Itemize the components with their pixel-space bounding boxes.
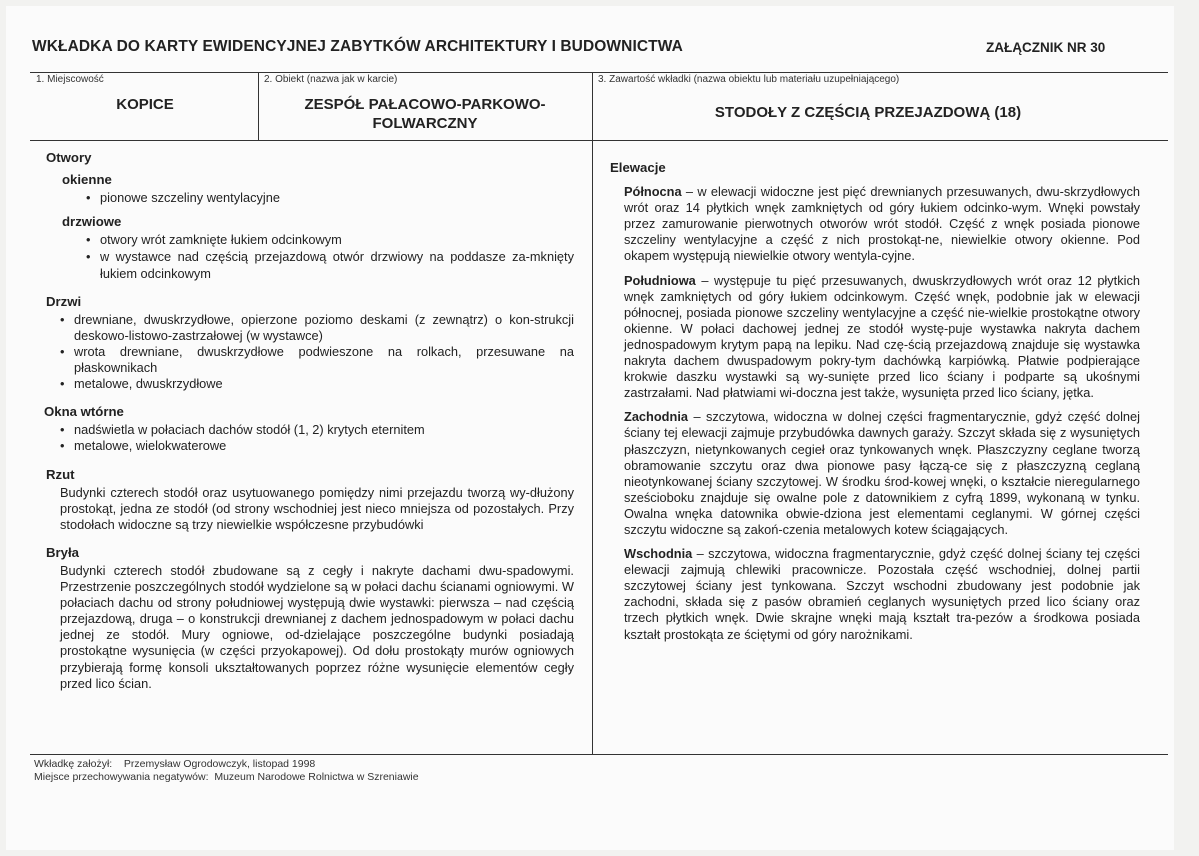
footer-storage: Miejsce przechowywania negatywów: Muzeum Narodowe Rolnictwa w Szreniawie <box>34 771 419 783</box>
okna-heading: Okna wtórne <box>44 404 124 420</box>
elevation-south-title: Południowa <box>624 272 696 288</box>
drzwi-list <box>34 312 574 392</box>
header-bottom-rule <box>30 140 1168 141</box>
list-item: • metalowe, dwuskrzydłowe <box>74 376 574 392</box>
content-value: STODOŁY Z CZĘŚCIĄ PRZEJAZDOWĄ (18) <box>714 104 1022 121</box>
drzwiowe-heading: drzwiowe <box>62 214 122 230</box>
elevation-east-title: Wschodnia <box>624 546 693 562</box>
elevation-south-text: – występuje tu pięć przesuwanych, dwuskrzydłowych wrót oraz 12 płytkich wnęk zamkniętych od góry łukiem odcinkowym. Część wnęk, podobnie jak w elewacji północnej, posiada pionowe szczeliny wentylacyjne a część nie-wielkie prostokątne otwory okienne. W połaci dachowej jednej ze stodół wystę-puje wystawka nakryta dachem jednospadowym krytym papą na lepiku. Nad czę-ścią przejazdową znajduje się wystawka nakryta dachem dwuspadowym pokry-tym dachówką karpiówką. Płatwie podpierające krokwie daszku wystawki są wy-sunięte przed lico ściany i podparte są ukośnymi zastrzałami. Nad płatwiami wi-doczna jest także, wysunięta przed lico ściany, jętka. <box>624 272 1140 401</box>
bryla-text: Budynki czterech stodół zbudowane są z cegły i nakryte dachami dwu-spadowymi. Przestrzenie poszczególnych stodół wydzielone są w połaci dachu ścianami ogniowymi. W połaciach dachu od strony południowej występują dwie wystawki: pierwsza – nad częścią przejazdową, druga – o konstrukcji drewnianej z dachem jednospadowym w połaci dachu jednej ze stodół. Mury ogniowe, od-dzielające poszczególne budynki posiadają prostokątne wysunięcia (w części przyokapowej). Od dołu prostokąty murów ogniowych przybierają formę konsoli ukształtowanych poprzez różne wysunięcie elementów cegły przed lico ścian. <box>60 562 574 691</box>
rzut-heading: Rzut <box>46 466 75 482</box>
object-value <box>264 95 586 133</box>
elevation-north <box>624 184 1140 264</box>
elevation-west-title: Zachodnia <box>624 409 688 425</box>
drzwi-heading: Drzwi <box>46 293 82 309</box>
header-top-rule <box>30 72 1168 73</box>
elewacje-heading: Elewacje <box>610 160 666 175</box>
right-column <box>610 160 1140 651</box>
left-column <box>46 150 574 692</box>
bryla-heading: Bryła <box>46 544 79 560</box>
divider-1 <box>258 72 259 141</box>
list-item: • wrota drewniane, dwuskrzydłowe podwieszone na rolkach, przesuwane na płaskownikach <box>74 344 574 376</box>
okna-list <box>34 422 574 454</box>
okienne-list <box>46 190 574 206</box>
rzut-text: Budynki czterech stodół oraz usytuowanego pomiędzy nimi przejazdu tworzą wy-dłużony prostokąt, jedna ze stodół (od strony wschodniej jest nieco mniejsza od pozostałych. Przy stodołach widoczne są trzy niewielkie współczesne przybudówki <box>60 484 574 532</box>
document-title: WKŁADKA DO KARTY EWIDENCYJNEJ ZABYTKÓW ARCHITEKTURY I BUDOWNICTWA <box>32 38 683 55</box>
object-value-line2: FOLWARCZNY <box>372 115 478 132</box>
list-item: • nadświetla w połaciach dachów stodół (1, 2) krytych eternitem <box>74 422 574 438</box>
object-value-line1: ZESPÓŁ PAŁACOWO-PARKOWO- <box>304 96 546 113</box>
elevation-north-title: Północna <box>624 184 682 200</box>
list-item: • otwory wrót zamknięte łukiem odcinkowym <box>100 232 574 248</box>
elevation-west <box>624 409 1140 538</box>
elevation-east <box>624 546 1140 643</box>
divider-2 <box>592 72 593 754</box>
locality-value: KOPICE <box>116 96 174 113</box>
footer-author: Wkładkę założył: Przemysław Ogrodowczyk, listopad 1998 <box>34 758 316 770</box>
drzwiowe-list <box>46 232 574 281</box>
content-label: 3. Zawartość wkładki (nazwa obiektu lub materiału uzupełniającego) <box>598 74 900 85</box>
list-item: • metalowe, wielokwaterowe <box>74 438 574 454</box>
elevation-south <box>624 273 1140 402</box>
annex-number: ZAŁĄCZNIK NR 30 <box>986 40 1106 55</box>
list-item: • pionowe szczeliny wentylacyjne <box>100 190 574 206</box>
list-item: • w wystawce nad częścią przejazdową otwór drzwiowy na poddasze za-mknięty łukiem odcinkowym <box>100 249 574 281</box>
okienne-heading: okienne <box>62 172 112 188</box>
footer-rule <box>30 754 1168 755</box>
locality-label: 1. Miejscowość <box>36 74 104 85</box>
object-label: 2. Obiekt (nazwa jak w karcie) <box>264 74 398 85</box>
elevation-east-text: – szczytowa, widoczna fragmentarycznie, gdyż część dolnej ściany tej części elewacji zajmują chlewiki pracownicze. Pozostała część wschodniej, dolnej partii szczytowej ściany jest tynkowana. Szczyt wschodni zbudowany jest podobnie jak zachodni, składa się z pasów obramień ceglanych wysuniętych przed lico ściany oraz trzech płytkich wnęk. Dwie skrajne wnęki mają kształt tra-pezów a środkowa posiada kształt prostokąta ze ściętymi od góry narożnikami. <box>624 546 1140 642</box>
elevation-west-text: – szczytowa, widoczna w dolnej części fragmentarycznie, gdyż część dolnej ściany tej elewacji zajmuje przybudówka dawnych garaży. Szczyt składa się z wysuniętych płaszczyzn, nietynkowanych cegieł oraz tynkowanych wnęk. Płaszczyzny ceglane tworzą obramowanie szczytu oraz dwa pionowe pasy łączą-ce się z płaszczyzną ceglaną nieotynkowanej ściany szczytowej. W środku środ-kowej wnęki, o kształcie nieregularnego sześcioboku znajduje się owalne pole z datownikiem z cyfrą 1899, wykonaną w tynku. Owalna wnęka datownika obwie-dziona jest elementami ceglanymi. W górnej części szczytu widoczne są zakoń-czenia metalowych kotew ściągających. <box>624 409 1140 537</box>
list-item: • drewniane, dwuskrzydłowe, opierzone poziomo deskami (z zewnątrz) o kon-strukcji deskowo-listowo-zastrzałowej (w wystawce) <box>74 312 574 344</box>
otwory-heading: Otwory <box>46 150 92 165</box>
elevation-north-text: – w elewacji widoczne jest pięć drewnianych przesuwanych, dwu-skrzydłowych wrót oraz 14 płytkich wnęk zamkniętych od góry łukiem odcinko-wym. Wnęki powstały przez zamurowanie pierwotnych otworów wrót stodół. Część z wnęk posiada pionowe szczeliny wentylacyjne a część z nich prostokąt-ne, niewielkie otwory okienne. Pod okapem występują niewielkie otwory wentyla-cyjne. <box>624 184 1140 264</box>
